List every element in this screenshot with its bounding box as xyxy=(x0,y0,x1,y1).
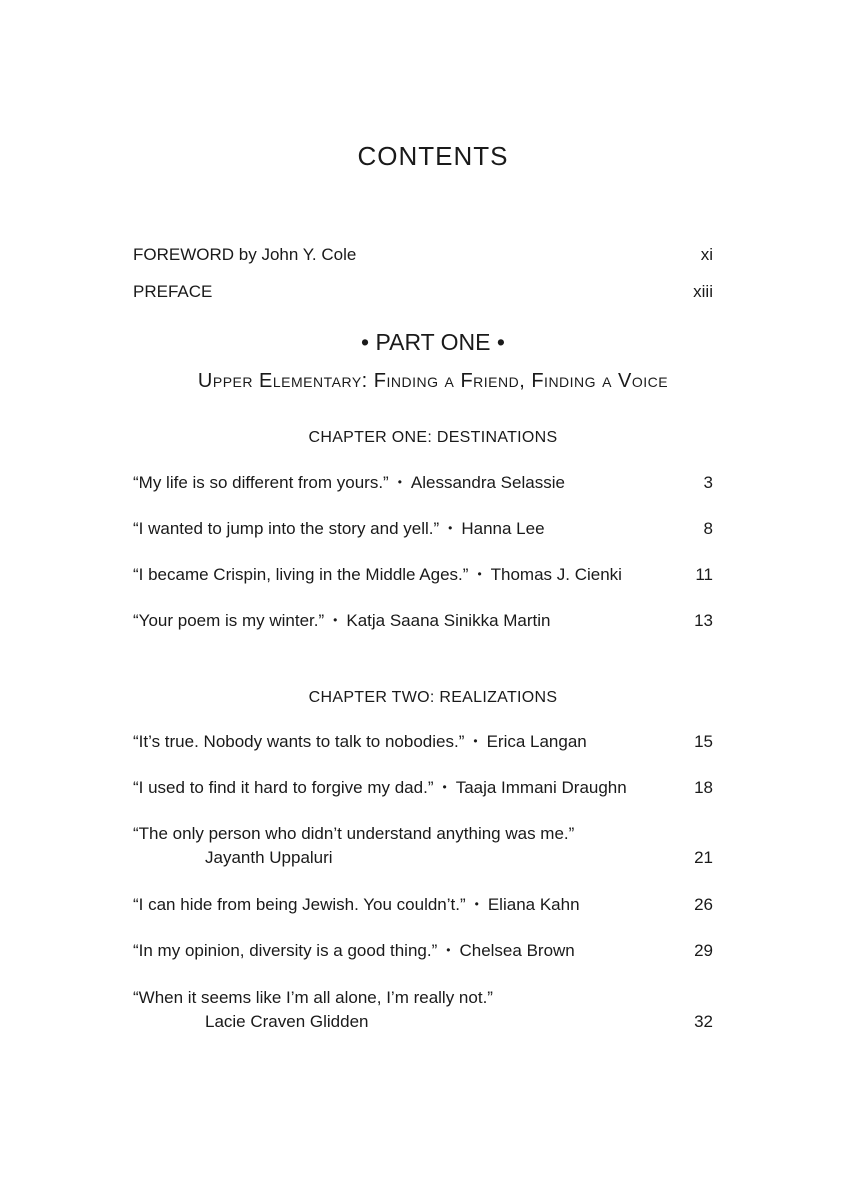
toc-entry-text xyxy=(133,518,545,541)
page-title: CONTENTS xyxy=(357,141,509,171)
toc-page-number: xiii xyxy=(693,282,713,301)
toc-page-number: 8 xyxy=(703,519,713,538)
toc-entry-quote: “My life is so different from yours.” xyxy=(133,473,389,492)
toc-entry-quote: “I used to find it hard to forgive my dad.” xyxy=(133,778,434,797)
toc-page-number: 3 xyxy=(703,473,713,492)
toc-page-number: 15 xyxy=(694,732,713,751)
toc-entry-quote: “The only person who didn’t understand anything was me.” xyxy=(133,824,575,843)
toc-entry-quote: “In my opinion, diversity is a good thing.” xyxy=(133,941,438,960)
toc-entry-text xyxy=(133,564,622,587)
toc-entry-quote: “I wanted to jump into the story and yell.” xyxy=(133,519,440,538)
toc-entry-quote: “I can hide from being Jewish. You couldn’t.” xyxy=(133,895,466,914)
toc-entry-author: Thomas J. Cienki xyxy=(490,565,622,584)
toc-entry-text xyxy=(133,894,580,917)
toc-entry-text xyxy=(133,731,587,754)
toc-entry-author: Hanna Lee xyxy=(461,519,545,538)
toc-entry-author: Jayanth Uppaluri xyxy=(205,848,333,867)
toc-entry-text xyxy=(133,244,356,266)
toc-entry-title: FOREWORD xyxy=(133,245,235,264)
chapter-heading: CHAPTER TWO: REALIZATIONS xyxy=(308,689,558,706)
toc-entry-quote: “When it seems like I’m all alone, I’m really not.” xyxy=(133,988,493,1007)
toc-entry-author: Alessandra Selassie xyxy=(410,473,565,492)
toc-page-number: 13 xyxy=(694,611,713,630)
bullet-separator: • xyxy=(333,613,338,627)
toc-entry-author: Erica Langan xyxy=(486,732,587,751)
bullet-separator: • xyxy=(448,521,453,535)
part-heading: • PART ONE • xyxy=(361,329,505,355)
toc-page-number: 18 xyxy=(694,778,713,797)
toc-page-number: 26 xyxy=(694,895,713,914)
toc-entry-author: Chelsea Brown xyxy=(459,941,575,960)
toc-entry-text xyxy=(133,472,565,495)
toc-page-number: 29 xyxy=(694,941,713,960)
toc-entry-text xyxy=(133,940,575,963)
toc-entry-title: PREFACE xyxy=(133,282,213,301)
toc-entry-author: Katja Saana Sinikka Martin xyxy=(346,611,551,630)
toc-page-number: 32 xyxy=(694,1012,713,1031)
toc-entry-author: Lacie Craven Glidden xyxy=(205,1012,369,1031)
toc-page-number: 21 xyxy=(694,848,713,867)
bullet-separator: • xyxy=(477,567,482,581)
bullet-separator: • xyxy=(446,943,451,957)
bullet-separator: • xyxy=(474,897,479,911)
bullet-separator: • xyxy=(473,734,478,748)
toc-entry-quote: “It’s true. Nobody wants to talk to nobodies.” xyxy=(133,732,465,751)
toc-entry-quote: “Your poem is my winter.” xyxy=(133,611,325,630)
bullet-separator: • xyxy=(397,475,402,489)
toc-entry-byline: by John Y. Cole xyxy=(238,245,357,264)
toc-entry-author: Taaja Immani Draughn xyxy=(455,778,627,797)
toc-entry-text xyxy=(133,610,550,633)
toc-entry-author: Eliana Kahn xyxy=(487,895,580,914)
chapter-heading: CHAPTER ONE: DESTINATIONS xyxy=(308,429,558,446)
toc-entry-quote: “I became Crispin, living in the Middle Ages.” xyxy=(133,565,469,584)
toc-page-number: xi xyxy=(700,245,713,264)
part-subtitle: Upper Elementary: Finding a Friend, Finding a Voice xyxy=(197,370,669,392)
bullet-separator: • xyxy=(442,780,447,794)
toc-entry-text xyxy=(133,777,627,800)
toc-page-number: 11 xyxy=(695,565,713,584)
